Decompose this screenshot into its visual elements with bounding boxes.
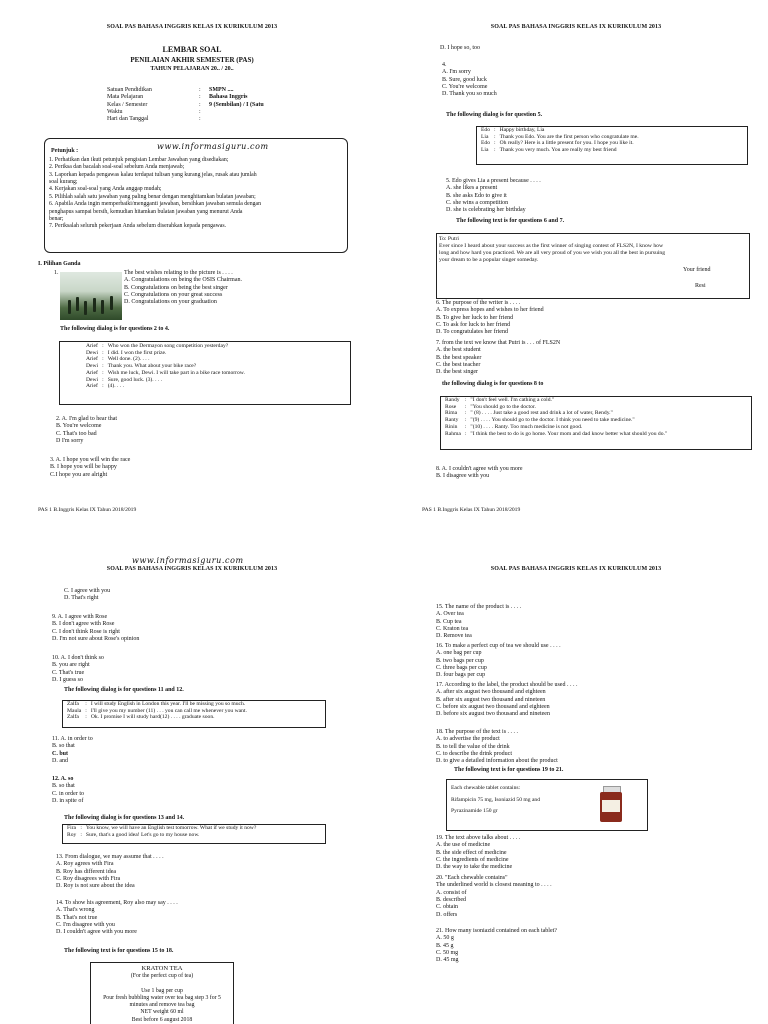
dialog-line (84, 356, 247, 363)
sheet-title: LEMBAR SOAL (162, 45, 222, 54)
dialog-line (443, 417, 669, 424)
instructions-label: Petunjuk : (51, 148, 79, 154)
list-item: C. Congratulations on your great success (124, 291, 223, 298)
list-item: D. before six august two thousand and nineteen (436, 711, 550, 718)
info-key: Waktu (107, 108, 123, 115)
dialog-line (84, 383, 247, 390)
info-value: SMPN .... (209, 87, 234, 93)
speaker-name: Rinin (445, 423, 458, 430)
question-text: 14. To show his agreement, Roy also may say . . . . (56, 900, 178, 906)
question-15 (436, 604, 521, 641)
speaker-name: Rima (445, 410, 458, 417)
list-item: D. 45 mg (436, 957, 459, 964)
dialog-intro: The following dialog is for questions 2 to 4. (60, 326, 170, 332)
dialog-box (62, 700, 326, 728)
list-item: B. I disagree with you (436, 473, 490, 480)
separator: : (102, 369, 104, 376)
dialog-line (84, 343, 247, 350)
list-item: Pyrazinamide 150 gr (451, 808, 498, 815)
product-label-box (90, 962, 234, 1024)
instructions-list (49, 157, 261, 231)
info-value (209, 116, 264, 123)
speaker-name: Zalfa (67, 714, 79, 721)
question-14 (56, 900, 178, 937)
list-item: (For the perfect cup of tea) (130, 973, 194, 980)
page-header: SOAL PAS BAHASA INGGRIS KELAS IX KURIKULUM 2013 (490, 24, 662, 30)
list-item: B. You're welcome (56, 423, 102, 430)
list-item: C. she wins a competition (446, 199, 509, 206)
question-6 (436, 300, 544, 337)
list-item: C. I don't think Rose is right (52, 628, 120, 635)
list-item: 7. Periksalah seluruh pekerjaan Anda sebelum diserahkan kepada pengawas. (49, 223, 227, 230)
question-12 (52, 776, 84, 805)
list-item: A. consist of (436, 889, 467, 896)
page-2 (384, 0, 768, 512)
dialog-intro: The following dialog is for questions 13 and 14. (64, 815, 185, 821)
separator: : (85, 714, 87, 721)
list-item: KRATON TEA (141, 965, 183, 972)
question-text: 18. The purpose of the text is . . . . (436, 729, 519, 735)
separator: : (102, 349, 104, 356)
dialog-intro: The following dialog is for question 5. (446, 112, 543, 118)
list-item: D. I couldn't agree with you more (56, 929, 137, 936)
speaker-name: Randy (445, 397, 460, 403)
list-item: 6. Apabila Anda ingin memperbaiki/mengganti jawaban, bersihkan jawaban semula dengan (49, 201, 262, 208)
list-item: your dream to be a popular singer someday. (439, 256, 539, 263)
speaker-name: Zalfa (67, 701, 79, 707)
dialog-text: Happy birthday, Lia (499, 127, 545, 133)
separator: : (102, 343, 104, 349)
speaker-name: Dewi (86, 376, 99, 383)
page-header: SOAL PAS BAHASA INGGRIS KELAS IX KURIKULUM 2013 (106, 566, 278, 572)
separator: : (464, 423, 467, 430)
question-10 (52, 655, 104, 684)
question-3 (50, 457, 130, 479)
list-item: soal kurang; (49, 179, 78, 186)
speaker-name: Arief (86, 383, 98, 390)
text-intro: The following text is for questions 15 to 18. (64, 948, 174, 954)
list-item: B. to tell the value of the drink (436, 743, 510, 750)
separator: : (464, 403, 467, 410)
dialog-text: Ok. I promise I will study hard(12) . . . . graduate soon. (90, 714, 215, 721)
dialog-text: Well done. (2). . . . (107, 356, 150, 363)
speaker-name: Edo (481, 140, 491, 147)
info-value: Bahasa Inggris (209, 94, 248, 101)
list-item: D. in spite of (52, 797, 84, 804)
dialog-text: "(9) . . . . You should go to the doctor. I think you need to take medicine." (470, 417, 635, 424)
question-9 (52, 614, 139, 643)
question-5 (446, 178, 541, 215)
list-item: B. That's not true (56, 914, 98, 921)
separator: : (102, 356, 104, 363)
list-item: Each chewable tablet contains: (451, 785, 521, 791)
letter-signature: Resi (695, 283, 706, 289)
question-text: 17. According to the label, the product should be used . . . . (436, 682, 578, 688)
list-item: C. the ingredients of medicine (436, 856, 509, 863)
list-item: A. That's wrong (56, 907, 95, 914)
list-item: minutes and remove tea bag (129, 1002, 195, 1009)
list-item: C. Roy disagrees with Fira (56, 875, 121, 882)
info-key: Satuan Pendidikan (107, 87, 152, 93)
dialog-text: Thank you. What about your bike race? (107, 363, 197, 370)
dialog-text: "I think the best to do is go home. Your mom and dad know better what should you do." (470, 430, 668, 437)
list-item: A. the best student (436, 347, 481, 354)
separator: : (80, 831, 82, 838)
list-item: A. Congratulations on being the OSIS Chairman. (124, 277, 242, 284)
page-footer: PAS 1 B.Inggris Kelas IX Tahun 2018/2019 (38, 507, 137, 512)
separator: : (85, 707, 87, 714)
list-item: Use 1 bag per cup (141, 987, 183, 994)
dialog-intro: the following dialog is for questions 8 to (442, 381, 544, 387)
list-item: 11. A. in order to (52, 736, 93, 742)
dialog-text: I will study English in London this year. I'll be missing you so much. (90, 701, 246, 707)
list-item: B. after six august two thousand and nineteen (436, 696, 546, 703)
question-text: 16. To make a perfect cup of tea we should use . . . . (436, 643, 561, 649)
separator: : (464, 410, 467, 417)
list-item: D. Remove tea (436, 633, 472, 640)
separator: : (199, 101, 201, 108)
dialog-text: Wish me luck, Dewi. I will take part in a bike race tomorrow. (107, 369, 245, 376)
list-item: 1. Perhatikan dan ikuti petunjuk pengisian Lembar Jawaban yang disediakan; (49, 157, 229, 163)
question-4 (442, 62, 497, 99)
letter-closing: Your friend (683, 267, 711, 273)
question-8 (436, 466, 523, 481)
separator: : (199, 94, 201, 101)
list-item: Rifampicin 75 mg, Isoniazid 50 mg and (451, 796, 541, 803)
list-item: A. the use of medicine (436, 842, 491, 849)
list-item: 3. Laporkan kepada pengawas kalau terdapat tulisan yang kurang jelas, rusak atau jumlah (49, 171, 257, 178)
list-item: A. Over tea (436, 611, 464, 618)
question-17 (436, 682, 577, 719)
list-item: 9. A. I agree with Rose (52, 614, 108, 620)
speaker-name: Dewi (86, 363, 99, 370)
list-item: B. the best speaker (436, 354, 482, 361)
product-label (91, 963, 233, 1024)
dialog-text: I'll give you my number (11) . . . you can call me whenever you want. (90, 707, 247, 714)
letter-box (436, 233, 750, 299)
list-item: Pour fresh bubbling water over tea bag step 3 for 5 (103, 994, 221, 1001)
list-item: benar; (49, 215, 64, 222)
list-item: B. so that (52, 743, 75, 750)
list-item: A. after six august two thousand and eighteen (436, 689, 546, 696)
speaker-name: Ranty (445, 417, 459, 424)
info-row (107, 102, 264, 109)
info-value: 9 (Sembilan) / I (Satu (209, 101, 264, 108)
dialog-intro: The following dialog is for questions 11 and 12. (64, 687, 184, 693)
list-item: D. To congratulates her friend (436, 329, 508, 336)
letter-text (439, 236, 665, 264)
list-item: D. four bags per cup (436, 672, 486, 679)
list-item: 4. (442, 62, 447, 68)
separator: : (199, 87, 201, 93)
question-21 (436, 928, 557, 965)
list-item: C. three bags per cup (436, 664, 487, 671)
list-item: D. to give a detailed information about the product (436, 758, 558, 765)
tablet-info (451, 783, 540, 818)
dialog-line (479, 147, 641, 154)
list-item: C. to describe the drink product (436, 750, 512, 757)
question-text: 15. The name of the product is . . . . (436, 604, 522, 610)
dialog-text: Sure, good luck. (3). . . . (107, 376, 163, 383)
question-text: 7. from the text we know that Putri is . . . of FLS2N (436, 340, 561, 346)
tablet-info-box (446, 779, 648, 831)
separator: : (199, 108, 201, 115)
list-item: long and how hard you practiced. We are all very proud of you we wish you all the best in pursuing (439, 249, 666, 256)
dialog-text: " (8) . . . . Just take a good rest and drink a lot of water, Rendy." (470, 410, 613, 417)
speaker-name: Roy (67, 831, 77, 838)
info-table (107, 87, 264, 124)
list-item: NET weight 60 ml (140, 1009, 184, 1016)
list-item: D. That's right (64, 595, 99, 602)
list-item: 2. Periksa dan bacalah soal-soal sebelum Anda menjawab; (49, 164, 185, 171)
dialog-line (84, 363, 247, 370)
list-item: A. 50 g (436, 935, 454, 942)
list-item: C. obtain (436, 904, 458, 911)
question-11 (52, 736, 93, 765)
speaker-name: Arief (86, 356, 98, 363)
separator: : (199, 116, 201, 123)
list-item: Best before 6 august 2018 (131, 1016, 193, 1023)
list-item: A. she likes a present (446, 185, 498, 192)
list-item: D. I'm not sure about Rose's opinion (52, 635, 140, 642)
list-item: penghapus sampai bersih, kemudian hitamkan bulatan jawaban yang menurut Anda (49, 208, 243, 215)
question-text: 19. The text above talks about . . . . (436, 835, 521, 841)
list-item: 4. Kerjakan soal-soal yang Anda anggap mudah; (49, 186, 162, 193)
dialog-text: (4). . . . (107, 383, 124, 390)
question-text: The best wishes relating to the picture is . . . . (124, 270, 233, 276)
list-item: C. That's too bad (56, 430, 97, 437)
exam-title: PENILAIAN AKHIR SEMESTER (PAS) (130, 56, 254, 64)
question-7 (436, 340, 560, 377)
list-item: C. You're welcome (442, 83, 488, 90)
speaker-name: Rose (445, 403, 457, 410)
info-key: Hari dan Tanggal (107, 116, 149, 123)
separator: : (494, 140, 496, 147)
list-item: 2. A. I'm glad to hear that (56, 416, 118, 422)
question-19 (436, 835, 520, 872)
list-item: Ever since I heard about your success as the first winner of singing contest of FLS2N, I know how (439, 242, 664, 249)
dialog-line (479, 127, 641, 134)
list-item: B. Roy has different idea (56, 868, 117, 875)
list-item: C. I'm disagree with you (56, 921, 115, 928)
question-text: 13. From dialogue, we may assume that . . . . (56, 854, 164, 860)
page-footer: PAS 1 B.Inggris Kelas IX Tahun 2018/2019 (422, 507, 521, 512)
dialog-line (443, 424, 669, 431)
list-item: B. two bags per cup (436, 657, 484, 664)
medicine-bottle-image (597, 786, 625, 824)
list-item: B. 45 g (436, 942, 454, 949)
list-item: D. I guess so (52, 676, 83, 683)
dialog-line (65, 832, 258, 839)
list-item: B. I hope you will be happy (50, 464, 117, 471)
page-header: SOAL PAS BAHASA INGGRIS KELAS IX KURIKULUM 2013 (490, 566, 662, 572)
question-1 (124, 270, 242, 307)
question-20 (436, 875, 552, 919)
text-intro: The following text is for questions 19 to 21. (454, 767, 564, 773)
separator: : (494, 147, 496, 154)
question-16 (436, 643, 561, 680)
info-value (209, 109, 264, 116)
list-item: D. Congratulations on your graduation (124, 299, 217, 306)
question-text: 20. "Each chewable contains" (436, 875, 508, 881)
dialog-line (443, 397, 669, 404)
info-key: Mata Pelajaran (107, 94, 144, 101)
list-item: B. Congratulations on being the best singer (124, 284, 228, 291)
list-item: 8. A. I couldn't agree with you more (436, 466, 523, 472)
list-item: C. but (52, 750, 69, 757)
watermark-text: www.informasiguru.com (132, 556, 244, 565)
dialog-box (59, 341, 351, 405)
list-item: D. offers (436, 911, 458, 918)
dialog-text: Who won the Dermayon song competition yesterday? (107, 343, 229, 349)
dialog-text: "I don't feel well. I'm cathing a cold." (470, 397, 555, 403)
dialog-line (65, 714, 249, 721)
list-item: C.I hope you are alright (50, 471, 108, 478)
dialog-text: I did. I won the first prize. (107, 349, 167, 356)
separator: : (102, 383, 104, 390)
answer-lines (64, 588, 110, 603)
graduation-photo (60, 272, 122, 320)
list-item: A. to advertise the product (436, 736, 500, 743)
list-item: The underlined world is closest meaning to . . . . (436, 882, 552, 889)
info-row (107, 94, 264, 101)
question-1-number: 1. (54, 270, 59, 276)
section-title: I. Pilihan Ganda (38, 261, 81, 267)
list-item: 10. A. I don't think so (52, 655, 104, 661)
instructions-box (44, 138, 348, 253)
school-year: TAHUN PELAJARAN 20.. / 20.. (150, 66, 234, 72)
list-item: B. Sure, good luck (442, 76, 487, 83)
list-item: C. 50 mg (436, 949, 459, 956)
question-18 (436, 729, 558, 766)
separator: : (85, 701, 87, 707)
list-item: B. the side effect of medicine (436, 849, 507, 856)
separator: : (102, 376, 104, 383)
separator: : (464, 417, 467, 424)
page-header: SOAL PAS BAHASA INGGRIS KELAS IX KURIKULUM 2013 (106, 24, 278, 30)
dialog-line (65, 825, 258, 832)
list-item: C. To ask for luck to her friend (436, 321, 511, 328)
list-item (91, 980, 233, 987)
list-item: D. the best singer (436, 369, 478, 376)
list-item: B. Cup tea (436, 618, 462, 625)
page-4 (384, 512, 768, 1024)
list-item: D. Thank you so much (442, 91, 497, 98)
dialog-box (62, 824, 326, 844)
list-item: 12. A. so (52, 776, 74, 782)
separator: : (102, 363, 104, 370)
list-item: D I'm sorry (56, 437, 84, 444)
list-item: A. To express hopes and wishes to her friend (436, 307, 544, 314)
dialog-text: You know, we will have an English test tomorrow. What if we study it now? (85, 825, 257, 831)
page-1 (0, 0, 384, 512)
dialog-box (440, 396, 752, 450)
question-text: 5. Edo gives Lia a present because . . . . (446, 178, 541, 184)
speaker-name: Edo (481, 127, 491, 133)
list-item: 5. Pilihlah salah satu jawaban yang paling benar dengan menghitamkan bulatan jawaban; (49, 193, 256, 200)
dialog-text: Thank you Edo. You are the first person who congratulate me. (499, 133, 639, 140)
info-key: Kelas / Semester (107, 101, 148, 108)
list-item: C. the best teacher (436, 361, 481, 368)
speaker-name: Lia (481, 133, 489, 140)
list-item: B. To give her luck to her friend (436, 314, 514, 321)
list-item: C. before six august two thousand and eighteen (436, 703, 550, 710)
info-row (107, 109, 264, 116)
list-item: B. I don't agree with Rose (52, 621, 115, 628)
dialog-box (476, 126, 748, 165)
speaker-name: Maula (67, 707, 82, 714)
separator: : (464, 397, 467, 403)
text-intro: The following text is for questions 6 and 7. (456, 218, 565, 224)
list-item: C. in order to (52, 790, 84, 797)
info-row (107, 116, 264, 123)
dialog-line (65, 701, 249, 708)
question-text: 21. How many isoniazid contained on each tablet? (436, 928, 557, 934)
speaker-name: Arief (86, 369, 98, 376)
dialog-line (84, 370, 247, 377)
list-item: B. described (436, 896, 466, 903)
list-item: D. and (52, 757, 68, 764)
speaker-name: Rahma (445, 430, 461, 437)
separator: : (80, 825, 82, 831)
list-item: A. one bag per cup (436, 650, 482, 657)
list-item: D. Roy is not sure about the idea (56, 883, 135, 890)
watermark-text: www.informasiguru.com (157, 142, 269, 151)
list-item: D. she is celebrating her birthday (446, 207, 526, 214)
separator: : (494, 127, 496, 133)
page-3 (0, 512, 384, 1024)
dialog-text: "You should go to the doctor. (470, 403, 536, 410)
dialog-text: Oh really? Here is a little present for you. I hope you like it. (499, 140, 634, 147)
list-item: A. I'm sorry (442, 69, 471, 76)
speaker-name: Fira (67, 825, 77, 831)
list-item: D. the way to take the medicine (436, 864, 513, 871)
dialog-text: Sure, that's a good idea! Let's go to my house now. (85, 831, 200, 838)
info-row (107, 87, 264, 94)
list-item: C. I agree with you (64, 588, 111, 594)
dialog-text: Thank you very much. You are really my best friend (499, 147, 617, 154)
list-item: A. Roy agrees with Fira (56, 861, 114, 868)
question-13 (56, 854, 164, 891)
list-item: C. That's true (52, 669, 85, 676)
list-item: 3. A. I hope you will win the race (50, 457, 131, 463)
list-item: C. Kraton tea (436, 625, 469, 632)
question-text: 6. The purpose of the writer is . . . . (436, 300, 521, 306)
dialog-line (443, 431, 669, 438)
separator: : (464, 430, 467, 437)
list-item: B. you are right (52, 662, 90, 669)
speaker-name: Dewi (86, 349, 99, 356)
speaker-name: Arief (86, 343, 98, 349)
list-item: B. she asks Edo to give it (446, 192, 507, 199)
dialog-text: "(10) . . . . Ranty. Too much medicine is not good. (470, 423, 583, 430)
list-item: B. so that (52, 783, 75, 790)
question-2 (56, 416, 117, 445)
separator: : (494, 133, 496, 140)
answer-line: D. I hope so, too (440, 45, 480, 51)
speaker-name: Lia (481, 147, 489, 154)
list-item: To: Putri (439, 236, 459, 242)
